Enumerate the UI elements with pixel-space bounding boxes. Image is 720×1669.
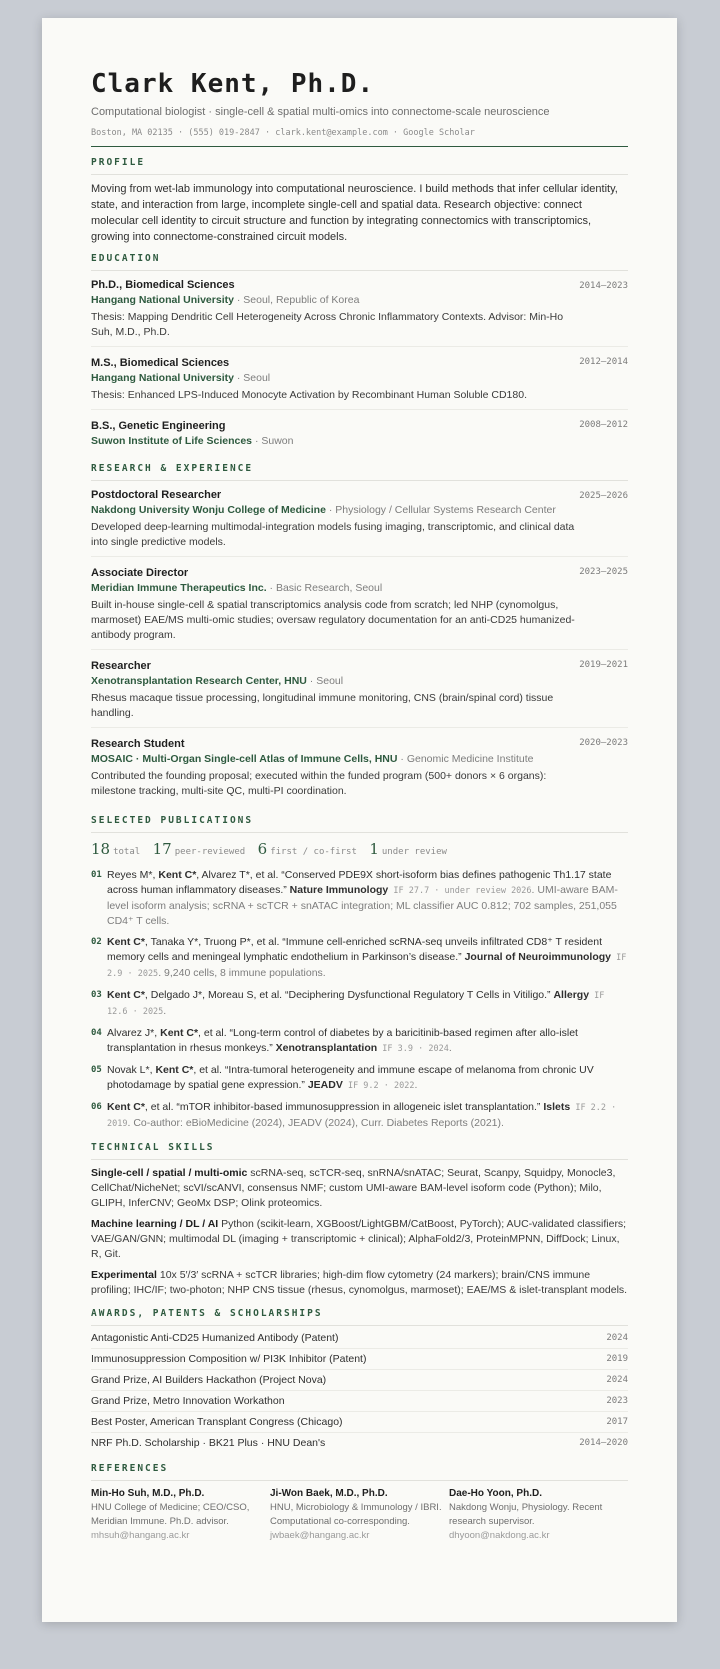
publication-item (91, 868, 628, 929)
publication-number: 05 (91, 1065, 102, 1075)
publication-item (91, 1100, 628, 1132)
entry-location: · Seoul, Republic of Korea (233, 294, 360, 306)
skills-section (91, 1142, 628, 1298)
entry-title: Research Student (91, 738, 185, 750)
publication-item (91, 935, 628, 982)
entry-title: Ph.D., Biomedical Sciences (91, 279, 235, 291)
education-section (91, 253, 628, 453)
publication-number: 01 (91, 870, 102, 880)
publication-notes: . Co-author: eBioMedicine (2024), JEADV (2024), Curr. Diabetes Reports (2021). (127, 1117, 504, 1129)
stat-label: total (113, 847, 141, 857)
entry-location: · Physiology / Cellular Systems Research Center (325, 504, 556, 516)
entry-date: 2014–2023 (579, 281, 628, 291)
award-year: 2024 (606, 1333, 628, 1343)
awards-list (91, 1328, 628, 1453)
publication-meta: IF 3.9 · 2024 (377, 1044, 449, 1054)
publication-author-self: Kent C* (107, 1101, 145, 1113)
reference-description: HNU College of Medicine; CEO/CSO, Meridian Immune. Ph.D. advisor. (91, 1502, 250, 1527)
publication-number: 04 (91, 1028, 102, 1038)
experience-entry (91, 650, 628, 728)
award-label: Best Poster, American Transplant Congress (Chicago) (91, 1416, 343, 1428)
stat-number: 1 (369, 840, 379, 858)
education-entry (91, 410, 628, 453)
section-heading-education: EDUCATION (91, 253, 628, 271)
publication-notes: . (414, 1079, 418, 1091)
publication-journal: JEADV (307, 1079, 343, 1091)
award-label: Immunosuppression Composition w/ PI3K Inhibitor (Patent) (91, 1353, 367, 1365)
stat-number: 17 (152, 840, 172, 858)
entry-org-line (91, 293, 628, 308)
publication-item (91, 1063, 628, 1094)
entry-description: Rhesus macaque tissue processing, longitudinal immune monitoring, CNS (brain/spinal cord) tissue handling. (91, 692, 554, 719)
award-year: 2023 (606, 1396, 628, 1406)
entry-org-line (91, 752, 628, 767)
entry-description: Developed deep-learning multimodal-integration models fusing imaging, transcriptomic, and clinical data into single predictive models. (91, 521, 575, 548)
entry-org: Meridian Immune Therapeutics Inc. (91, 582, 267, 594)
entry-org: Suwon Institute of Life Sciences (91, 435, 253, 447)
entry-description: Built in-house single-cell & spatial transcriptomics analysis code from scratch; led NHP (cynomolgus, marmoset) EAE/MS multi-omic studies; oversaw regulatory documentation for an anti-CD25 humanized-antibody program. (91, 599, 575, 641)
entry-location: · Basic Research, Seoul (266, 582, 383, 594)
reference-card (91, 1487, 270, 1543)
publication-number: 02 (91, 937, 102, 947)
header-rule (91, 146, 628, 147)
entry-date: 2012–2014 (579, 357, 628, 367)
reference-description: Nakdong Wonju, Physiology. Recent research supervisor. (449, 1502, 603, 1527)
stat-label: peer-reviewed (174, 847, 246, 857)
reference-card (270, 1487, 449, 1543)
entry-title: Researcher (91, 660, 151, 672)
education-entry (91, 271, 628, 347)
skill-group (91, 1166, 628, 1211)
publication-author-self: Kent C* (155, 1064, 194, 1076)
award-label: Grand Prize, AI Builders Hackathon (Project Nova) (91, 1374, 327, 1386)
publication-author-self: Kent C* (107, 936, 145, 948)
entry-location: · Suwon (252, 435, 294, 447)
award-label: Grand Prize, Metro Innovation Workathon (91, 1395, 285, 1407)
publication-journal: Nature Immunology (289, 884, 389, 896)
entry-title: M.S., Biomedical Sciences (91, 357, 230, 369)
experience-entry (91, 557, 628, 650)
award-row (91, 1349, 628, 1370)
skill-group (91, 1217, 628, 1262)
skill-group (91, 1268, 628, 1298)
stat-label: first / co-first (270, 847, 357, 857)
stat-number: 18 (91, 840, 111, 858)
entry-title: Associate Director (91, 567, 189, 579)
entry-date: 2023–2025 (579, 567, 628, 577)
entry-org-line (91, 503, 628, 518)
skill-label: Experimental (91, 1269, 157, 1281)
experience-section (91, 463, 628, 805)
resume-page (42, 18, 677, 1622)
publication-number: 06 (91, 1102, 102, 1112)
award-row (91, 1412, 628, 1433)
entry-title: Postdoctoral Researcher (91, 489, 222, 501)
publication-citation: , et al. “mTOR inhibitor-based immunosuppression in allogeneic islet transplantation.” (144, 1101, 544, 1113)
reference-description: HNU, Microbiology & Immunology / IBRI. Computational co-corresponding. (270, 1502, 442, 1527)
award-label: Antagonistic Anti-CD25 Humanized Antibody (Patent) (91, 1332, 339, 1344)
entry-org-line (91, 674, 628, 689)
publication-citation: , Tanaka Y*, Truong P*, et al. “Immune cell-enriched scRNA-seq unveils infiltrated CD8⁺ T resident memory cells and meningeal lymphatic endothelium in Parkinson’s disease.” (107, 936, 602, 963)
entry-location: · Seoul (233, 372, 271, 384)
publication-notes: . (448, 1042, 452, 1054)
entry-org: Nakdong University Wonju College of Medicine (91, 504, 326, 516)
publication-author-self: Kent C* (107, 989, 145, 1001)
reference-card (449, 1487, 628, 1543)
publication-item (91, 1026, 628, 1057)
references-section (91, 1463, 628, 1543)
section-heading-publications: SELECTED PUBLICATIONS (91, 815, 628, 833)
award-year: 2024 (606, 1375, 628, 1385)
publication-number: 03 (91, 990, 102, 1000)
skill-text: 10x 5′/3′ scRNA + scTCR libraries; high-dim flow cytometry (24 markers); brain/CNS immune profiling; IHC/IF; two-photon; NHP CNS tissue (rhesus, cynomolgus, marmoset); EAE/MS & islet-transplant models. (91, 1269, 628, 1296)
entry-org: Xenotransplantation Research Center, HNU (91, 675, 307, 687)
reference-email[interactable]: mhsuh@hangang.ac.kr (91, 1530, 190, 1541)
publication-list (91, 868, 628, 1132)
entry-org: MOSAIC · Multi-Organ Single-cell Atlas of Immune Cells, HNU (91, 753, 398, 765)
publication-authors-pre: Alvarez J*, (107, 1027, 161, 1039)
experience-entry (91, 481, 628, 557)
entry-date: 2008–2012 (579, 420, 628, 430)
entry-title: B.S., Genetic Engineering (91, 420, 226, 432)
publication-meta: IF 9.2 · 2022 (342, 1081, 415, 1091)
publication-notes: . (163, 1005, 167, 1017)
publication-author-self: Kent C* (160, 1027, 199, 1039)
education-list (91, 271, 628, 453)
reference-name: Ji-Won Baek, M.D., Ph.D. (270, 1488, 388, 1499)
publication-authors-pre: Reyes M*, (107, 869, 159, 881)
name-heading: Clark Kent, Ph.D. (91, 69, 375, 99)
contact-line: Boston, MA 02135 · (555) 019-2847 · clark.kent@example.com · Google Scholar (91, 128, 475, 138)
entry-description: Thesis: Mapping Dendritic Cell Heterogeneity Across Chronic Inflammatory Contexts. Advisor: Min-Ho Suh, M.D., Ph.D. (91, 311, 564, 338)
publication-journal: Islets (543, 1101, 571, 1113)
entry-org-line (91, 371, 628, 386)
publication-notes: . 9,240 cells, 8 immune populations. (158, 967, 326, 979)
skill-text: scRNA-seq, scTCR-seq, snRNA/snATAC; Seurat, Scanpy, Squidpy, Monocle3, CellChat/NicheNet; scVI/scANVI, consensus NMF; custom UMI-aware BAM-level isoform code (Python); Milo, GLIPH, InferCNV; GeoMx DSP; Olink proteomics. (91, 1167, 616, 1209)
publication-journal: Xenotransplantation (275, 1042, 378, 1054)
publication-notes: . UMI-aware BAM-level isoform analysis; scRNA + scTCR + snATAC integration; ML classifier AUC 0.812; 702 samples, 251,055 CD4⁺ T cells. (107, 884, 618, 927)
reference-name: Dae-Ho Yoon, Ph.D. (449, 1488, 542, 1499)
reference-email[interactable]: jwbaek@hangang.ac.kr (270, 1530, 370, 1541)
publication-citation: , Alvarez T*, et al. “Conserved PDE9X short-isoform bias defines pathogenic Th1.17 state across human inflammatory diseases.” (107, 869, 612, 896)
publication-meta: IF 2.9 · 2025 (107, 953, 627, 979)
entry-description: Thesis: Enhanced LPS-Induced Monocyte Activation by Recombinant Human Soluble CD180. (91, 389, 527, 401)
publication-item (91, 988, 628, 1020)
publication-meta: IF 12.6 · 2025 (107, 991, 605, 1017)
skill-label: Machine learning / DL / AI (91, 1218, 219, 1230)
skill-label: Single-cell / spatial / multi-omic (91, 1167, 248, 1179)
entry-location: · Seoul (306, 675, 344, 687)
entry-org-line (91, 434, 628, 449)
section-heading-skills: TECHNICAL SKILLS (91, 1142, 628, 1160)
publication-meta: IF 2.2 · 2019 (107, 1103, 617, 1129)
entry-date: 2025–2026 (579, 491, 628, 501)
award-row (91, 1433, 628, 1453)
entry-org: Hangang National University (91, 294, 234, 306)
profile-section (91, 157, 628, 245)
award-row (91, 1391, 628, 1412)
award-year: 2017 (606, 1417, 628, 1427)
experience-entry (91, 728, 628, 805)
award-year: 2014–2020 (579, 1438, 628, 1448)
reference-name: Min-Ho Suh, M.D., Ph.D. (91, 1488, 205, 1499)
publication-citation: , et al. “Long-term control of diabetes by a baricitinib-based regimen after allo-islet transplantation in rhesus monkeys.” (107, 1027, 578, 1054)
stat-label: under review (381, 847, 447, 857)
awards-section (91, 1308, 628, 1453)
entry-date: 2020–2023 (579, 738, 628, 748)
tagline: Computational biologist · single-cell & spatial multi-omics into connectome-scale neuroscience (91, 106, 550, 118)
award-label: NRF Ph.D. Scholarship · BK21 Plus · HNU Dean's (91, 1437, 326, 1449)
award-row (91, 1370, 628, 1391)
award-row (91, 1328, 628, 1349)
publication-citation: , Delgado J*, Moreau S, et al. “Deciphering Dysfunctional Regulatory T Cells in Vitiligo.” (144, 989, 554, 1001)
stat-number: 6 (257, 840, 268, 858)
section-heading-experience: RESEARCH & EXPERIENCE (91, 463, 628, 481)
reference-email[interactable]: dhyoon@nakdong.ac.kr (449, 1530, 550, 1541)
entry-location: · Genomic Medicine Institute (397, 753, 534, 765)
award-year: 2019 (606, 1354, 628, 1364)
publication-citation: , et al. “Intra-tumoral heterogeneity and immune escape of melanoma from chronic UV photodamage by spatial gene expression.” (107, 1064, 594, 1091)
publication-meta: IF 27.7 · under review 2026 (388, 886, 532, 896)
resume-content (91, 68, 628, 1543)
experience-list (91, 481, 628, 805)
section-heading-awards: AWARDS, PATENTS & SCHOLARSHIPS (91, 1308, 628, 1326)
entry-description: Contributed the founding proposal; executed within the funded program (500+ donors × 6 organs): milestone tracking, multi-site QC, multi-PI coordination. (91, 770, 547, 797)
entry-org-line (91, 581, 628, 596)
profile-text: Moving from wet-lab immunology into computational neuroscience. I build methods that infer cellular identity, state, and interaction from large, incomplete single-cell and spatial data. Research objective: connect molecular cell identity to circuit structure and function by integrating connectomics with transcriptomics, growing into connectome-constrained circuit models. (91, 183, 618, 243)
section-heading-profile: PROFILE (91, 157, 628, 175)
section-heading-references: REFERENCES (91, 1463, 628, 1481)
publication-journal: Journal of Neuroimmunology (464, 951, 611, 963)
skill-text: Python (scikit-learn, XGBoost/LightGBM/CatBoost, PyTorch); AUC-validated classifiers; VAE/GAN/GNN; multimodal DL (imaging + transcriptomic + clinical); AlphaFold2/3, ProteinMPNN, DiffDock; Linux, R, Git. (91, 1218, 627, 1260)
publication-journal: Allergy (553, 989, 590, 1001)
references-list (91, 1487, 628, 1543)
publications-section (91, 815, 628, 1132)
publication-author-self: Kent C* (158, 869, 197, 881)
publication-authors-pre: Novak L*, (107, 1064, 156, 1076)
entry-date: 2019–2021 (579, 660, 628, 670)
publication-stats (91, 839, 628, 862)
education-entry (91, 347, 628, 410)
entry-org: Hangang National University (91, 372, 234, 384)
